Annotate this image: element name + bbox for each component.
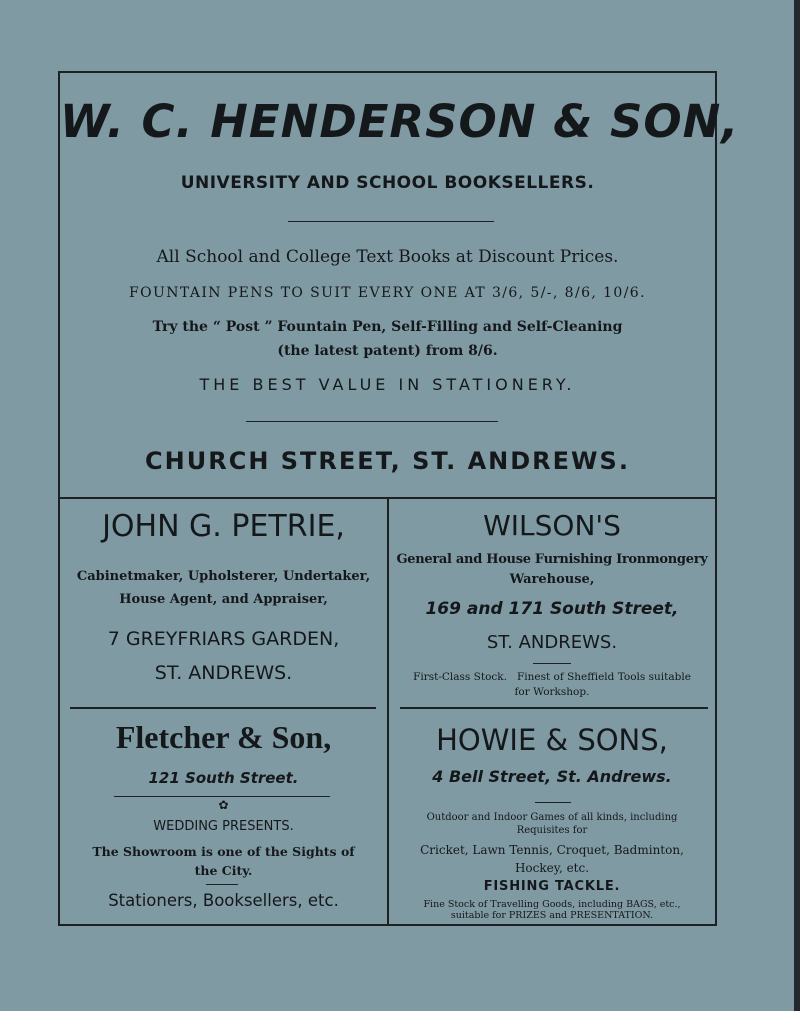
howie-travel-line1: Fine Stock of Travelling Goods, including BAGS, etc., [423, 899, 681, 910]
henderson-subtitle: UNIVERSITY AND SCHOOL BOOKSELLERS. [180, 173, 595, 193]
petrie-address-line1: 7 GREYFRIARS GARDEN, [107, 628, 340, 650]
wilson-advert [389, 499, 715, 707]
wilson-name: WILSON'S [483, 509, 621, 542]
petrie-trade-line2: House Agent, and Appraiser, [119, 592, 328, 607]
henderson-title: W. C. HENDERSON & SON, [60, 95, 740, 148]
howie-games-line2: Requisites for [516, 825, 588, 836]
wilson-note-line1: First-Class Stock. Finest of Sheffield Tools suitable [413, 671, 691, 683]
wilson-trade-line2: Warehouse, [509, 572, 595, 587]
divider-rule [114, 796, 330, 797]
henderson-fountain-pens: FOUNTAIN PENS TO SUIT EVERY ONE AT 3/6, 5/-, 8/6, 10/6. [129, 285, 646, 301]
howie-fishing-tackle: FISHING TACKLE. [483, 879, 621, 894]
fletcher-stationers: Stationers, Booksellers, etc. [108, 891, 339, 910]
howie-travel-line2: suitable for PRIZES and PRESENTATION. [450, 910, 654, 921]
wilson-trade-line1: General and House Furnishing Ironmongery [396, 552, 708, 567]
howie-name: HOWIE & SONS, [436, 723, 668, 757]
howie-sports-line2: Hockey, etc. [514, 861, 590, 875]
howie-games-line1: Outdoor and Indoor Games of all kinds, including [426, 812, 678, 823]
petrie-address-line2: ST. ANDREWS. [154, 662, 293, 684]
petrie-name: JOHN G. PETRIE, [102, 509, 345, 544]
fletcher-wedding-presents: WEDDING PRESENTS. [153, 819, 294, 834]
advert-page-frame [58, 71, 740, 926]
howie-address: 4 Bell Street, St. Andrews. [432, 767, 672, 786]
fletcher-advert [60, 709, 387, 924]
divider-rule [246, 421, 498, 422]
howie-advert [389, 709, 715, 924]
petrie-advert [60, 499, 387, 707]
henderson-post-pen: Try the “ Post ” Fountain Pen, Self-Filling and Self-Cleaning [152, 319, 623, 335]
wilson-address-line1: 169 and 171 South Street, [425, 599, 679, 619]
fletcher-showroom-line1: The Showroom is one of the Sights of [92, 844, 355, 859]
fletcher-showroom-line2: the City. [194, 863, 253, 878]
fletcher-name: Fletcher & Son, [115, 719, 332, 755]
howie-sports-line1: Cricket, Lawn Tennis, Croquet, Badminton, [420, 843, 684, 857]
divider-rule [206, 884, 238, 885]
henderson-text-books: All School and College Text Books at Discount Prices. [156, 247, 619, 267]
page-edge [794, 0, 800, 1011]
wilson-note-line2: for Workshop. [514, 686, 590, 698]
divider-rule [533, 663, 571, 664]
divider-rule [535, 802, 571, 803]
divider-rule [288, 221, 494, 222]
wilson-address-line2: ST. ANDREWS. [486, 632, 618, 653]
henderson-best-value: THE BEST VALUE IN STATIONERY. [199, 375, 576, 394]
henderson-advert [60, 73, 740, 499]
petrie-trade-line1: Cabinetmaker, Upholsterer, Undertaker, [76, 569, 371, 584]
ornament-icon: ✿ [218, 798, 229, 812]
henderson-latest-patent: (the latest patent) from 8/6. [277, 343, 498, 359]
fletcher-address: 121 South Street. [148, 769, 299, 787]
henderson-address: CHURCH STREET, ST. ANDREWS. [145, 447, 630, 475]
